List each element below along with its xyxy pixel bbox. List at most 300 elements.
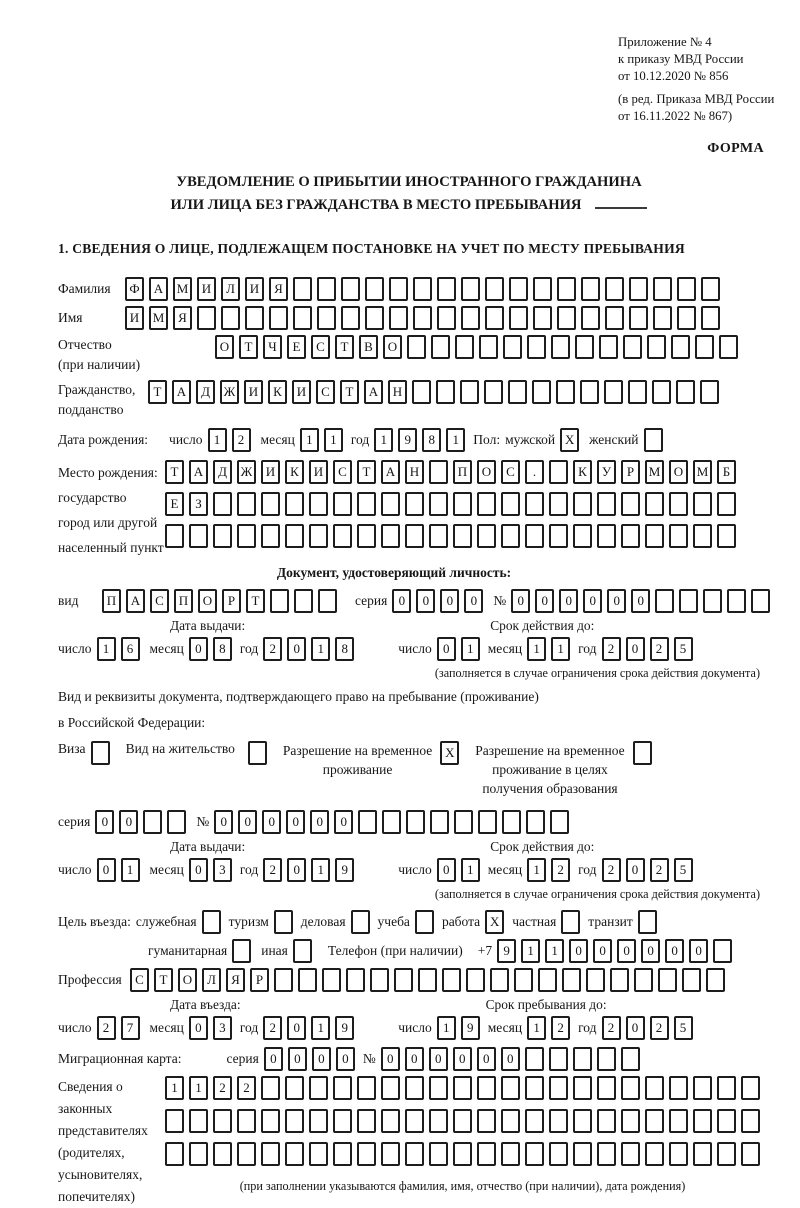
form-cell: 2 xyxy=(551,1016,570,1040)
stay-day-boxes xyxy=(437,1016,480,1040)
permit-validity-note: (заполняется в случае ограничения срока действия документа) xyxy=(434,887,760,901)
entry-day-boxes xyxy=(97,1016,140,1040)
form-cell xyxy=(556,380,575,404)
birthplace-block xyxy=(58,460,800,560)
form-cell: 0 xyxy=(440,589,459,613)
form-cell: 0 xyxy=(287,1016,306,1040)
permit-issue-month-label: месяц xyxy=(149,862,184,877)
form-cell xyxy=(501,1109,520,1133)
form-cell xyxy=(717,1142,736,1166)
form-cell: 0 xyxy=(416,589,435,613)
form-cell: 0 xyxy=(214,810,233,834)
form-cell xyxy=(514,968,533,992)
form-cell xyxy=(477,1109,496,1133)
form-cell: Я xyxy=(226,968,245,992)
form-cell: В xyxy=(359,335,378,359)
migration-series-label: серия xyxy=(226,1051,259,1066)
form-cell xyxy=(669,1142,688,1166)
form-cell xyxy=(245,306,264,330)
permit-valid-day-boxes xyxy=(437,858,480,882)
form-cell xyxy=(358,810,377,834)
form-cell xyxy=(431,335,450,359)
form-cell: О xyxy=(215,335,234,359)
form-cell xyxy=(413,277,432,301)
patronymic-label: Отчество (при наличии) xyxy=(58,337,141,372)
form-cell: И xyxy=(125,306,144,330)
form-cell xyxy=(406,810,425,834)
profession-row xyxy=(58,968,800,992)
stay-until-label: Срок пребывания до: xyxy=(485,997,607,1012)
form-cell xyxy=(333,1142,352,1166)
form-cell: А xyxy=(189,460,208,484)
form-cell xyxy=(189,524,208,548)
form-cell: 0 xyxy=(310,810,329,834)
form-cell xyxy=(623,335,642,359)
form-cell: 0 xyxy=(626,858,645,882)
form-cell xyxy=(293,277,312,301)
form-cell: Л xyxy=(221,277,240,301)
form-cell: X xyxy=(440,741,459,765)
form-cell: 0 xyxy=(286,810,305,834)
form-cell xyxy=(597,492,616,516)
form-cell xyxy=(221,306,240,330)
permit-valid-year-boxes xyxy=(602,858,693,882)
form-cell: 9 xyxy=(461,1016,480,1040)
form-cell: 1 xyxy=(374,428,393,452)
permit-option-residence-label: Вид на жительство xyxy=(125,741,235,756)
form-cell xyxy=(309,1109,328,1133)
form-cell xyxy=(261,1076,280,1100)
form-cell: Т xyxy=(357,460,376,484)
form-cell xyxy=(382,810,401,834)
form-cell: И xyxy=(292,380,311,404)
form-cell xyxy=(629,277,648,301)
permit-issue-month-boxes xyxy=(189,858,232,882)
form-cell xyxy=(405,1076,424,1100)
purpose-row-1 xyxy=(58,910,800,934)
purpose-transit-label: транзит xyxy=(588,914,633,929)
representatives-boxes xyxy=(165,1076,760,1166)
phone-label: Телефон (при наличии) xyxy=(327,943,463,958)
form-cell: 0 xyxy=(288,1047,307,1071)
permit-number-boxes xyxy=(214,810,569,834)
permit-issue-year-label: год xyxy=(239,862,259,877)
form-cell xyxy=(466,968,485,992)
form-cell xyxy=(501,492,520,516)
form-cell: 0 xyxy=(287,858,306,882)
form-cell xyxy=(610,968,629,992)
form-cell xyxy=(429,1076,448,1100)
form-cell xyxy=(418,968,437,992)
birth-day-boxes xyxy=(208,428,251,452)
form-cell xyxy=(645,524,664,548)
surname-boxes xyxy=(125,277,720,301)
form-cell: П xyxy=(174,589,193,613)
form-cell xyxy=(285,1109,304,1133)
permit-option-education-checkbox xyxy=(633,741,652,765)
forma-label: ФОРМА xyxy=(707,141,764,156)
form-cell xyxy=(509,277,528,301)
form-cell xyxy=(317,277,336,301)
citizenship-boxes xyxy=(148,380,719,404)
form-cell xyxy=(501,1076,520,1100)
permit-option-residence-checkbox xyxy=(248,741,267,765)
identity-series-label: серия xyxy=(355,593,388,608)
form-cell xyxy=(638,910,657,934)
form-cell xyxy=(341,277,360,301)
identity-number-label: № xyxy=(493,593,507,608)
identity-issue-year-boxes xyxy=(263,637,354,661)
form-cell xyxy=(318,589,337,613)
form-cell xyxy=(561,910,580,934)
entry-year-label: год xyxy=(239,1020,259,1035)
form-cell xyxy=(213,1142,232,1166)
permit-option-temp-checkbox xyxy=(440,741,459,765)
form-cell xyxy=(719,335,738,359)
form-cell: А xyxy=(126,589,145,613)
form-cell xyxy=(645,1109,664,1133)
sex-female-label: женский xyxy=(589,432,639,447)
form-cell xyxy=(562,968,581,992)
permit-intro-1: Вид и реквизиты документа, подтверждающего право на пребывание (проживание) xyxy=(58,689,539,704)
form-cell: 1 xyxy=(527,1016,546,1040)
form-cell: Р xyxy=(250,968,269,992)
form-cell xyxy=(501,524,520,548)
form-cell: О xyxy=(669,460,688,484)
form-cell xyxy=(573,1047,592,1071)
form-cell: Ж xyxy=(220,380,239,404)
form-cell xyxy=(237,1142,256,1166)
migration-number-boxes xyxy=(381,1047,640,1071)
form-cell xyxy=(189,1142,208,1166)
form-cell: 0 xyxy=(583,589,602,613)
form-cell xyxy=(671,335,690,359)
form-cell xyxy=(333,1109,352,1133)
permit-valid-month-label: месяц xyxy=(487,862,523,877)
form-cell: X xyxy=(560,428,579,452)
form-cell xyxy=(621,1047,640,1071)
form-cell xyxy=(538,968,557,992)
form-cell: 1 xyxy=(97,637,116,661)
stay-year-label: год xyxy=(578,1020,597,1035)
form-cell: 9 xyxy=(335,1016,354,1040)
form-cell: 0 xyxy=(189,858,208,882)
form-cell xyxy=(549,524,568,548)
form-cell xyxy=(436,380,455,404)
form-cell xyxy=(341,306,360,330)
identity-valid-label: Срок действия до: xyxy=(490,618,595,633)
form-cell xyxy=(412,380,431,404)
form-cell xyxy=(370,968,389,992)
form-cell xyxy=(293,306,312,330)
form-cell xyxy=(485,277,504,301)
entry-month-label: месяц xyxy=(149,1020,184,1035)
form-cell xyxy=(549,460,568,484)
form-cell: О xyxy=(383,335,402,359)
citation-line: к приказу МВД России xyxy=(618,52,744,66)
surname-row xyxy=(58,277,800,301)
form-cell: 6 xyxy=(121,637,140,661)
permit-dates-row xyxy=(58,858,800,882)
form-cell xyxy=(706,968,725,992)
sex-female-checkbox xyxy=(644,428,663,452)
birth-month-label: месяц xyxy=(260,432,295,447)
entry-dates-row xyxy=(58,1016,800,1040)
form-cell xyxy=(91,741,110,765)
form-cell: 2 xyxy=(650,637,669,661)
form-cell xyxy=(682,968,701,992)
stay-day-label: число xyxy=(398,1020,432,1035)
form-cell xyxy=(575,335,594,359)
identity-date-labels xyxy=(58,618,800,634)
form-cell xyxy=(508,380,527,404)
form-cell xyxy=(605,277,624,301)
form-cell xyxy=(269,306,288,330)
permit-intro-2: в Российской Федерации: xyxy=(58,715,206,730)
form-cell: Н xyxy=(388,380,407,404)
form-cell xyxy=(525,492,544,516)
form-cell: 1 xyxy=(551,637,570,661)
form-cell xyxy=(237,524,256,548)
form-cell: М xyxy=(173,277,192,301)
form-cell xyxy=(415,910,434,934)
form-cell: 0 xyxy=(262,810,281,834)
firstname-row xyxy=(58,306,800,330)
form-cell xyxy=(413,306,432,330)
permit-issue-day-label: число xyxy=(58,862,92,877)
form-cell: 1 xyxy=(461,858,480,882)
form-cell xyxy=(700,380,719,404)
form-cell xyxy=(165,1109,184,1133)
birth-date-row xyxy=(58,428,800,452)
form-cell xyxy=(293,939,312,963)
form-cell xyxy=(317,306,336,330)
form-cell xyxy=(597,1047,616,1071)
form-cell: Я xyxy=(269,277,288,301)
form-cell: 0 xyxy=(641,939,660,963)
citation-line: Приложение № 4 xyxy=(618,35,712,49)
form-cell: К xyxy=(285,460,304,484)
form-cell: 0 xyxy=(312,1047,331,1071)
purpose-business-checkbox xyxy=(351,910,370,934)
representatives-row-3 xyxy=(165,1142,760,1166)
form-cell xyxy=(437,306,456,330)
form-cell xyxy=(532,380,551,404)
birth-month-boxes xyxy=(300,428,343,452)
form-cell xyxy=(357,492,376,516)
permit-issue-day-boxes xyxy=(97,858,140,882)
permit-number-label: № xyxy=(196,814,210,829)
form-cell xyxy=(597,1142,616,1166)
form-cell: С xyxy=(150,589,169,613)
form-cell: 0 xyxy=(477,1047,496,1071)
form-cell xyxy=(658,968,677,992)
form-cell: П xyxy=(102,589,121,613)
form-cell: 3 xyxy=(213,1016,232,1040)
form-cell xyxy=(679,589,698,613)
form-cell: С xyxy=(501,460,520,484)
form-cell xyxy=(509,306,528,330)
form-cell: Л xyxy=(202,968,221,992)
form-cell: 0 xyxy=(689,939,708,963)
identity-issue-month-label: месяц xyxy=(149,641,184,656)
form-cell: У xyxy=(597,460,616,484)
birth-year-boxes xyxy=(374,428,465,452)
form-cell: С xyxy=(130,968,149,992)
form-cell xyxy=(333,492,352,516)
form-cell xyxy=(477,492,496,516)
purpose-tourism-checkbox xyxy=(274,910,293,934)
form-cell xyxy=(605,306,624,330)
form-cell: 0 xyxy=(511,589,530,613)
form-cell xyxy=(453,1142,472,1166)
form-cell: Т xyxy=(335,335,354,359)
identity-issue-day-label: число xyxy=(58,641,92,656)
form-cell xyxy=(621,1142,640,1166)
permit-valid-month-boxes xyxy=(527,858,570,882)
form-cell xyxy=(549,1076,568,1100)
form-cell xyxy=(346,968,365,992)
representatives-label: Сведения о законных представителях (родителях, усыновителях, попечителях) xyxy=(58,1079,148,1204)
form-cell: И xyxy=(245,277,264,301)
form-cell: 0 xyxy=(501,1047,520,1071)
form-cell: И xyxy=(261,460,280,484)
firstname-boxes xyxy=(125,306,720,330)
form-cell xyxy=(261,492,280,516)
entry-year-boxes xyxy=(263,1016,354,1040)
form-cell: К xyxy=(573,460,592,484)
form-cell xyxy=(557,306,576,330)
permit-valid-day-label: число xyxy=(398,862,432,877)
form-cell xyxy=(309,492,328,516)
form-cell: Т xyxy=(154,968,173,992)
form-cell: 0 xyxy=(336,1047,355,1071)
form-cell xyxy=(357,1076,376,1100)
form-cell: П xyxy=(453,460,472,484)
form-cell xyxy=(454,810,473,834)
purpose-transit-checkbox xyxy=(638,910,657,934)
form-cell xyxy=(261,1142,280,1166)
identity-valid-year-label: год xyxy=(578,641,597,656)
form-cell xyxy=(549,1142,568,1166)
form-cell xyxy=(599,335,618,359)
form-cell xyxy=(573,1076,592,1100)
sex-label: Пол: xyxy=(473,432,501,447)
form-cell xyxy=(717,492,736,516)
birthplace-row-1 xyxy=(165,460,736,484)
form-cell xyxy=(322,968,341,992)
form-cell xyxy=(143,810,162,834)
form-cell xyxy=(381,1109,400,1133)
identity-issue-month-boxes xyxy=(189,637,232,661)
form-cell xyxy=(703,589,722,613)
form-cell xyxy=(550,810,569,834)
form-cell xyxy=(165,1142,184,1166)
form-cell xyxy=(365,306,384,330)
form-cell xyxy=(645,492,664,516)
form-cell xyxy=(503,335,522,359)
form-cell: 9 xyxy=(398,428,417,452)
form-cell xyxy=(525,524,544,548)
form-cell: Н xyxy=(405,460,424,484)
form-cell: 1 xyxy=(311,1016,330,1040)
form-cell xyxy=(693,1076,712,1100)
stay-month-label: месяц xyxy=(487,1020,523,1035)
permit-series-boxes xyxy=(95,810,186,834)
form-cell xyxy=(270,589,289,613)
form-cell xyxy=(653,306,672,330)
identity-kind-label: вид xyxy=(58,593,79,608)
phone-prefix: +7 xyxy=(477,943,493,958)
form-cell xyxy=(261,524,280,548)
purpose-study-label: учеба xyxy=(377,914,410,929)
form-cell: 1 xyxy=(521,939,540,963)
identity-kind-boxes xyxy=(102,589,337,613)
purpose-row-2 xyxy=(58,939,800,963)
form-cell xyxy=(525,1142,544,1166)
form-cell xyxy=(741,1076,760,1100)
form-cell: М xyxy=(693,460,712,484)
purpose-private-checkbox xyxy=(561,910,580,934)
form-cell xyxy=(526,810,545,834)
citation-line: (в ред. Приказа МВД России xyxy=(618,92,775,106)
identity-valid-year-boxes xyxy=(602,637,693,661)
permit-series-row xyxy=(58,810,800,834)
permit-options-row xyxy=(58,741,800,798)
form-cell xyxy=(713,939,732,963)
form-cell: 5 xyxy=(674,637,693,661)
form-cell xyxy=(309,1076,328,1100)
form-cell xyxy=(586,968,605,992)
form-cell xyxy=(478,810,497,834)
profession-boxes xyxy=(130,968,725,992)
birth-date-label: Дата рождения: xyxy=(58,432,149,447)
form-cell: 0 xyxy=(264,1047,283,1071)
form-cell xyxy=(237,492,256,516)
form-cell xyxy=(165,524,184,548)
form-cell: 0 xyxy=(617,939,636,963)
form-cell xyxy=(461,306,480,330)
form-cell: 2 xyxy=(263,858,282,882)
form-cell: 2 xyxy=(97,1016,116,1040)
form-cell xyxy=(333,524,352,548)
form-cell xyxy=(429,1142,448,1166)
form-cell xyxy=(644,428,663,452)
form-cell xyxy=(357,1109,376,1133)
form-cell: 2 xyxy=(232,428,251,452)
form-cell xyxy=(232,939,251,963)
form-cell xyxy=(437,277,456,301)
representatives-block xyxy=(58,1076,800,1208)
permit-date-labels xyxy=(58,839,800,855)
phone-boxes xyxy=(497,939,732,963)
form-cell xyxy=(405,1142,424,1166)
birthplace-row-3 xyxy=(165,524,736,548)
form-cell: 0 xyxy=(437,858,456,882)
form-cell: Т xyxy=(148,380,167,404)
form-cell xyxy=(389,277,408,301)
form-cell xyxy=(597,1076,616,1100)
form-cell xyxy=(701,277,720,301)
stay-year-boxes xyxy=(602,1016,693,1040)
identity-doc-heading: Документ, удостоверяющий личность: xyxy=(276,565,512,580)
form-cell xyxy=(597,524,616,548)
form-cell: К xyxy=(268,380,287,404)
form-cell: 0 xyxy=(607,589,626,613)
form-cell xyxy=(549,492,568,516)
form-cell: 1 xyxy=(461,637,480,661)
entry-date-label: Дата въезда: xyxy=(170,997,241,1012)
